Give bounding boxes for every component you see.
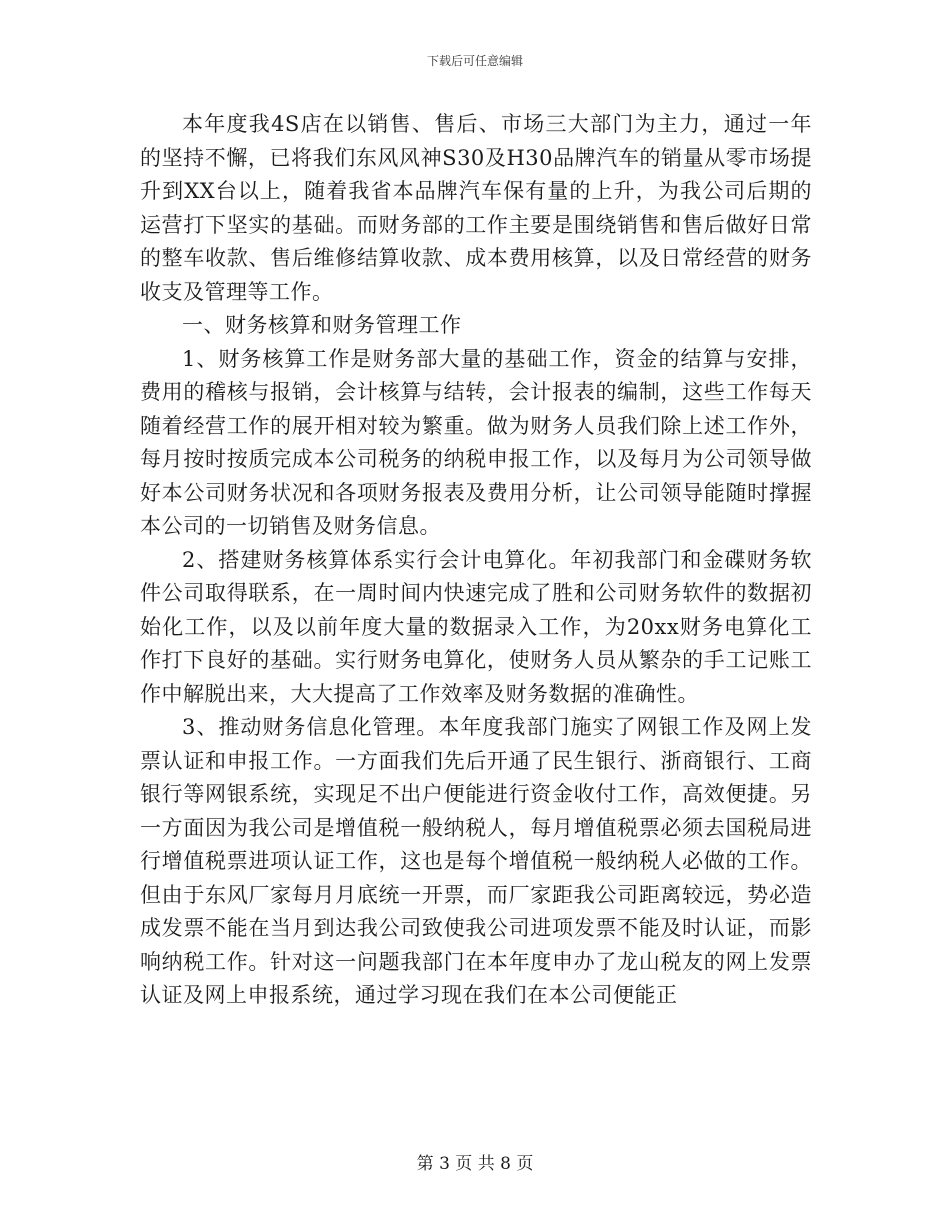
section-heading: 一、财务核算和财务管理工作 <box>182 313 462 337</box>
paragraph-item-3: 3、推动财务信息化管理。本年度我部门施实了网银工作及网上发票认证和申报工作。一方面我们先后开通了民生银行、浙商银行、工商银行等网银系统，实现足不出户便能进行资金收付工作，高效便捷。另一方面因为我公司是增值税一般纳税人，每月增值税票必须去国税局进行增值税票进项认证工作，这也是每个增值税一般纳税人必做的工作。但由于东风厂家每月月底统一开票，而厂家距我公司距离较远，势必造成发票不能在当月到达我公司致使我公司进项发票不能及时认证，而影响纳税工作。针对这一问题我部门在本年度申办了龙山税友的网上发票认证及网上申报系统，通过学习现在我们在本公司便能正 <box>140 715 812 1007</box>
paragraph-intro: 本年度我4S店在以销售、售后、市场三大部门为主力，通过一年的坚持不懈，已将我们东风风神S30及H30品牌汽车的销量从零市场提升到XX台以上，随着我省本品牌汽车保有量的上升，为我公司后期的运营打下坚实的基础。而财务部的工作主要是围绕销售和售后做好日常的整车收款、售后维修结算收款、成本费用核算，以及日常经营的财务收支及管理等工作。 <box>140 112 812 304</box>
paragraph-item-1: 1、财务核算工作是财务部大量的基础工作，资金的结算与安排，费用的稽核与报销，会计核算与结转，会计报表的编制，这些工作每天随着经营工作的展开相对较为繁重。做为财务人员我们除上述工作外，每月按时按质完成本公司税务的纳税申报工作，以及每月为公司领导做好本公司财务状况和各项财务报表及费用分析，让公司领导能随时撑握本公司的一切销售及财务信息。 <box>140 346 812 538</box>
document-body <box>140 108 812 1013</box>
page-number-footer: 第 3 页 共 8 页 <box>416 1154 534 1174</box>
paragraph-item-2: 2、搭建财务核算体系实行会计电算化。年初我部门和金碟财务软件公司取得联系，在一周时间内快速完成了胜和公司财务软件的数据初始化工作，以及以前年度大量的数据录入工作，为20xx财务电算化工作打下良好的基础。实行财务电算化，使财务人员从繁杂的手工记账工作中解脱出来，大大提高了工作效率及财务数据的准确性。 <box>140 547 812 706</box>
page-header-note: 下载后可任意编辑 <box>426 54 523 68</box>
